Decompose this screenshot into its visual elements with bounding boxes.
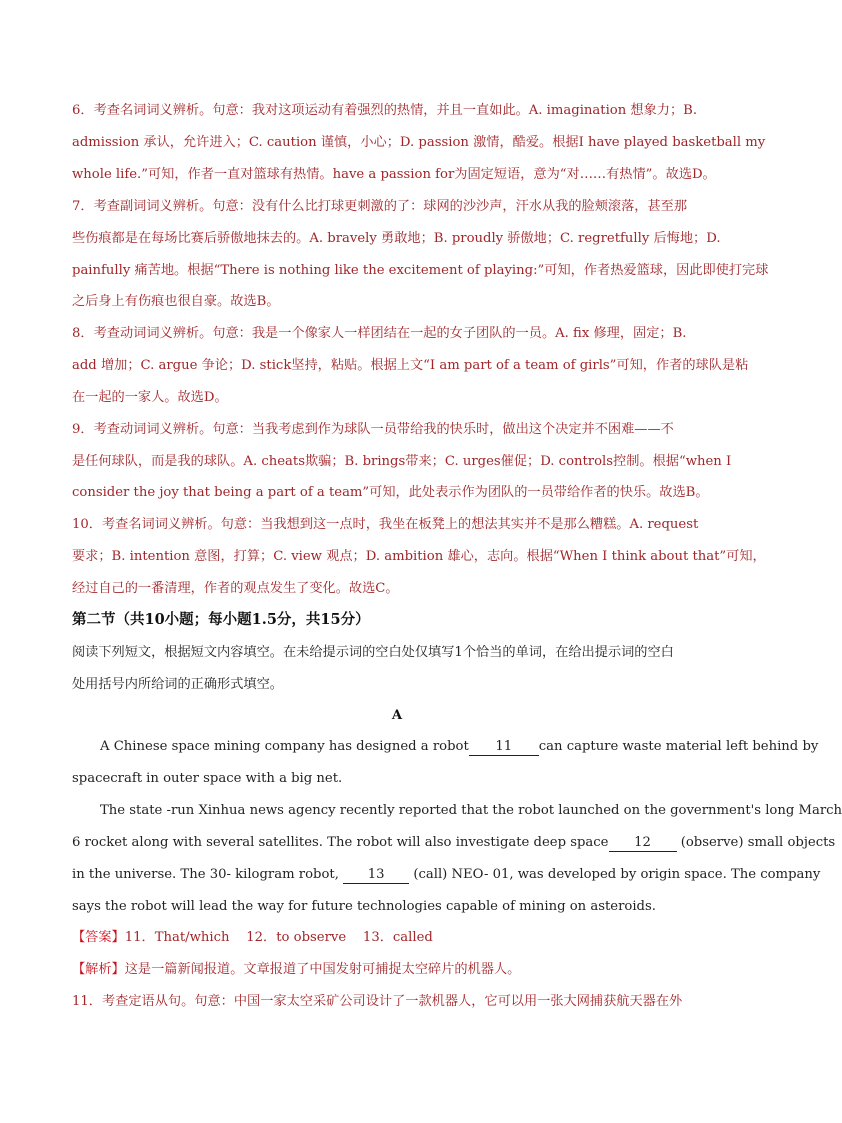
section-heading: 第二节（共10小题；每小题1.5分，共15分） bbox=[72, 611, 370, 628]
instruction-line-2: 处用括号内所给词的正确形式填空。 bbox=[72, 677, 283, 692]
explanation-8-line-2: add 增加；C. argue 争论；D. stick坚持，粘贴。根据上文“I am part of a team of girls”可知，作者的球队是粘 bbox=[72, 358, 749, 373]
passage-text: 6 rocket along with several satellites. The robot will also investigate deep space bbox=[72, 835, 609, 850]
analysis-label: 【解析】 bbox=[72, 962, 125, 977]
passage-text: in the universe. The 30- kilogram robot, bbox=[72, 867, 339, 882]
answer-line bbox=[72, 928, 433, 948]
passage-line-3: The state -run Xinhua news agency recently reported that the robot launched on the government's long March bbox=[100, 803, 842, 818]
explanation-10-line-1: 10．考查名词词义辨析。句意：当我想到这一点时，我坐在板凳上的想法其实并不是那么糟糕。A. request bbox=[72, 517, 699, 532]
passage-title: A bbox=[391, 708, 403, 723]
blank-11[interactable]: 11 bbox=[469, 739, 539, 756]
explanation-10-line-3: 经过自己的一番清理，作者的观点发生了变化。故选C。 bbox=[72, 581, 399, 596]
passage-line-5 bbox=[72, 865, 820, 885]
passage-text: (observe) small objects bbox=[680, 835, 836, 850]
explanation-6-line-2: admission 承认，允许进入；C. caution 谨慎，小心；D. passion 激情，酷爱。根据I have played basketball my bbox=[72, 135, 766, 150]
passage-text: (call) NEO- 01, was developed by origin space. The company bbox=[413, 867, 821, 882]
blank-12[interactable]: 12 bbox=[609, 835, 677, 852]
explanation-7-line-1: 7．考查副词词义辨析。句意：没有什么比打球更刺激的了：球网的沙沙声，汗水从我的脸颊滚落，甚至那 bbox=[72, 199, 688, 214]
instruction-line-1: 阅读下列短文，根据短文内容填空。在未给提示词的空白处仅填写1个恰当的单词，在给出提示词的空白 bbox=[72, 645, 674, 660]
explanation-10-line-2: 要求；B. intention 意图，打算；C. view 观点；D. ambition 雄心，志向。根据“When I think about that”可知， bbox=[72, 549, 766, 564]
passage-line-4 bbox=[72, 833, 835, 853]
explanation-9-line-3: consider the joy that being a part of a team”可知，此处表示作为团队的一员带给作者的快乐。故选B。 bbox=[72, 485, 709, 500]
explanation-7-line-3: painfully 痛苦地。根据“There is nothing like the excitement of playing:”可知，作者热爱篮球，因此即使打完球 bbox=[72, 263, 769, 278]
explanation-6-line-3: whole life.”可知，作者一直对篮球有热情。have a passion for为固定短语，意为“对……有热情”。故选D。 bbox=[72, 167, 716, 182]
answer-text: 11．That/which 12．to observe 13．called bbox=[124, 930, 433, 945]
answer-label: 【答案】 bbox=[72, 930, 125, 945]
passage-line-1 bbox=[100, 737, 818, 757]
explanation-7-line-4: 之后身上有伤痕也很自豪。故选B。 bbox=[72, 294, 280, 309]
blank-13[interactable]: 13 bbox=[343, 867, 409, 884]
analysis-text: 这是一篇新闻报道。文章报道了中国发射可捕捉太空碎片的机器人。 bbox=[124, 962, 521, 977]
explanation-6-line-1: 6．考查名词词义辨析。句意：我对这项运动有着强烈的热情，并且一直如此。A. imagination 想象力；B. bbox=[72, 103, 698, 118]
explanation-11-line-1: 11．考查定语从句。句意：中国一家太空采矿公司设计了一款机器人，它可以用一张大网捕获航天器在外 bbox=[72, 994, 683, 1009]
passage-text: A Chinese space mining company has designed a robot bbox=[100, 739, 469, 754]
analysis-line bbox=[72, 960, 520, 980]
explanation-9-line-2: 是任何球队，而是我的球队。A. cheats欺骗；B. brings带来；C. urges催促；D. controls控制。根据“when I bbox=[72, 454, 732, 469]
explanation-7-line-2: 些伤痕都是在每场比赛后骄傲地抹去的。A. bravely 勇敢地；B. proudly 骄傲地；C. regretfully 后悔地；D. bbox=[72, 231, 721, 246]
explanation-8-line-3: 在一起的一家人。故选D。 bbox=[72, 390, 228, 405]
explanation-9-line-1: 9．考查动词词义辨析。句意：当我考虑到作为球队一员带给我的快乐时，做出这个决定并不困难——不 bbox=[72, 422, 674, 437]
passage-line-2: spacecraft in outer space with a big net. bbox=[72, 771, 343, 786]
explanation-8-line-1: 8．考查动词词义辨析。句意：我是一个像家人一样团结在一起的女子团队的一员。A. fix 修理，固定；B. bbox=[72, 326, 687, 341]
passage-line-6: says the robot will lead the way for future technologies capable of mining on asteroids. bbox=[72, 899, 656, 914]
passage-text: can capture waste material left behind by bbox=[538, 739, 819, 754]
